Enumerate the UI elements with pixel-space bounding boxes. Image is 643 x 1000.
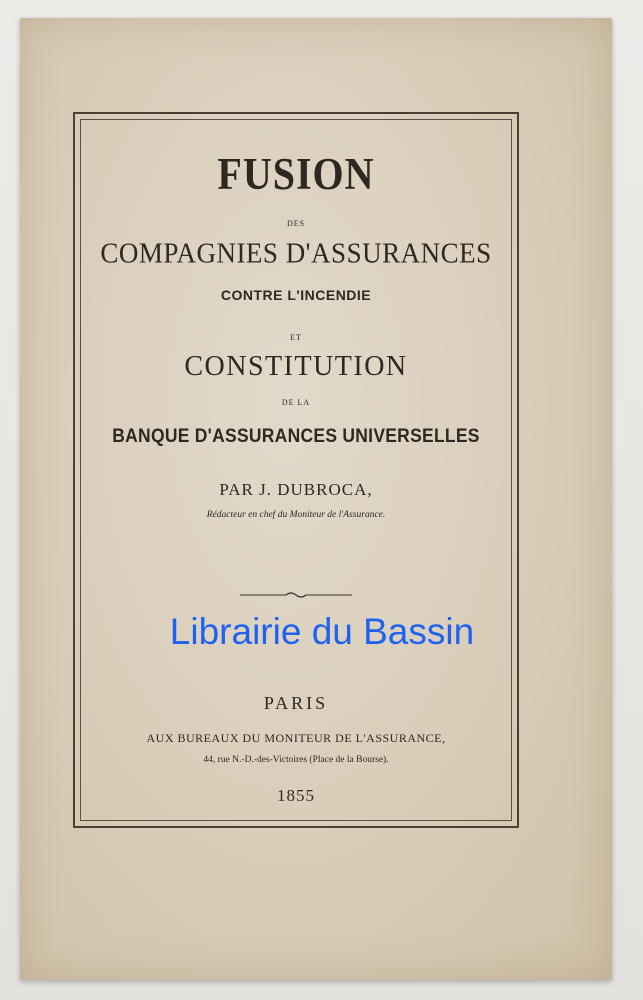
cover-subtitle-constitution: CONSTITUTION — [184, 351, 408, 382]
cover-author-role: Rédacteur en chef du Moniteur de l'Assurance. — [206, 510, 386, 520]
ornament-rule — [240, 590, 352, 600]
cover-address: 44, rue N.-D.-des-Victoires (Place de la Bourse). — [203, 755, 389, 765]
cover-publisher: AUX BUREAUX DU MONITEUR DE L'ASSURANCE, — [146, 731, 446, 745]
bookseller-watermark: Librairie du Bassin — [169, 611, 475, 652]
cover-title: FUSION — [217, 147, 375, 200]
cover-word-des: DES — [286, 219, 306, 228]
cover-author: PAR J. DUBROCA, — [219, 480, 373, 499]
cover-subtitle-companies: COMPAGNIES D'ASSURANCES — [100, 237, 492, 269]
cover-year: 1855 — [277, 786, 315, 805]
cover-subtitle-banque: BANQUE D'ASSURANCES UNIVERSELLES — [112, 426, 480, 447]
cover-word-de-la: DE LA — [281, 398, 311, 407]
cover-subtitle-incendie: CONTRE L'INCENDIE — [220, 287, 372, 303]
cover-word-et: ET — [290, 333, 302, 342]
cover-city: PARIS — [263, 693, 329, 713]
